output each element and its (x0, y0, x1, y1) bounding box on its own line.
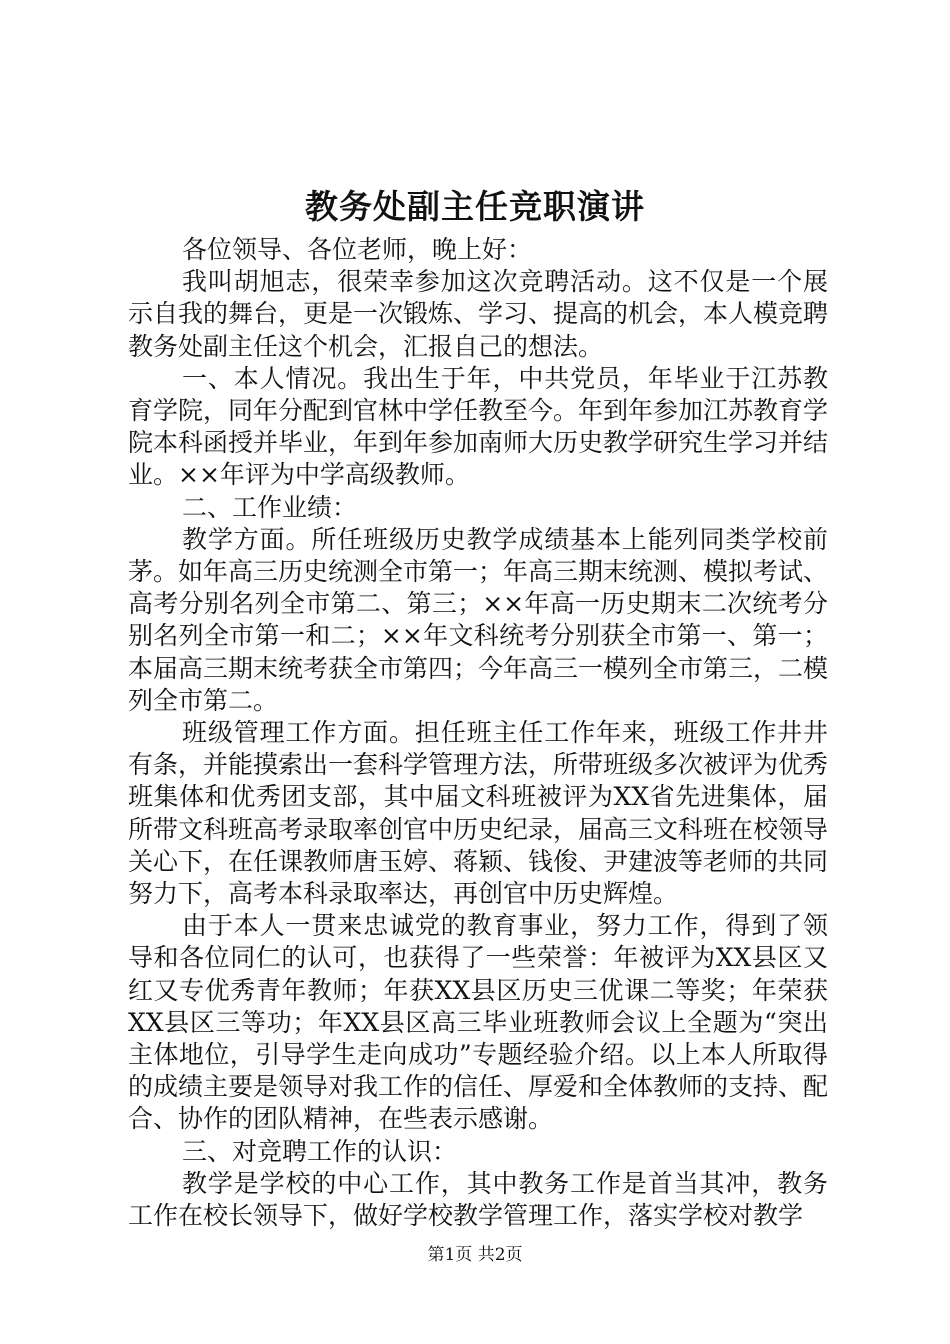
document-title: 教务处副主任竞职演讲 (305, 187, 645, 226)
document-body (128, 234, 828, 1232)
section-heading-achievements: 二、工作业绩： (182, 492, 358, 522)
paragraph-greeting: 各位领导、各位老师，晚上好： (182, 235, 533, 264)
paragraph-intro: 我叫胡旭志，很荣幸参加这次竞聘活动。这不仅是一个展示自我的舞台，更是一次锻炼、学习、提高的机会，本人模竞聘教务处副主任这个机会，汇报自己的想法。 (128, 267, 829, 361)
paragraph-class-management: 班级管理工作方面。担任班主任工作年来，班级工作井井有条，并能摸索出一套科学管理方法，所带班级多次被评为优秀班集体和优秀团支部，其中届文科班被评为XX省先进集体，届所带文科班高考录取率创官中历史纪录，届高三文科班在校领导关心下，在任课教师唐玉婷、蒋颖、钱俊、尹建波等老师的共同努力下，高考本科录取率达，再创官中历史辉煌。 (128, 718, 829, 909)
paragraph-personal-info: 一、本人情况。我出生于年，中共党员，年毕业于江苏教育学院，同年分配到官林中学任教至今。年到年参加江苏教育学院本科函授并毕业，年到年参加南师大历史教学研究生学习并结业。××年评为中学高级教师。 (128, 363, 829, 490)
paragraph-teaching-affairs: 教学是学校的中心工作，其中教务工作是首当其冲，教务工作在校长领导下，做好学校教学管理工作，落实学校对教学 (128, 1168, 828, 1231)
paragraph-teaching: 教学方面。所任班级历史教学成绩基本上能列同类学校前茅。如年高三历史统测全市第一；年高三期末统测、模拟考试、高考分别名列全市第二、第三；××年高一历史期末二次统考分别名列全市第一和二；××年文科统考分别获全市第一、第一；本届高三期末统考获全市第四；今年高三一模列全市第三，二模列全市第二。 (128, 524, 829, 715)
page-number-footer: 第1页 共2页 (427, 1245, 523, 1265)
section-heading-understanding: 三、对竞聘工作的认识： (182, 1136, 458, 1166)
paragraph-honors: 由于本人一贯来忠诚党的教育事业，努力工作，得到了领导和各位同仁的认可，也获得了一些荣誉：年被评为XX县区又红又专优秀青年教师；年获XX县区历史三优课二等奖；年荣获XX县区三等功；年XX县区高三毕业班教师会议上全题为“突出主体地位，引导学生走向成功”专题经验介绍。以上本人所取得的成绩主要是领导对我工作的信任、厚爱和全体教师的支持、配合、协作的团队精神，在些表示感谢。 (128, 911, 829, 1134)
